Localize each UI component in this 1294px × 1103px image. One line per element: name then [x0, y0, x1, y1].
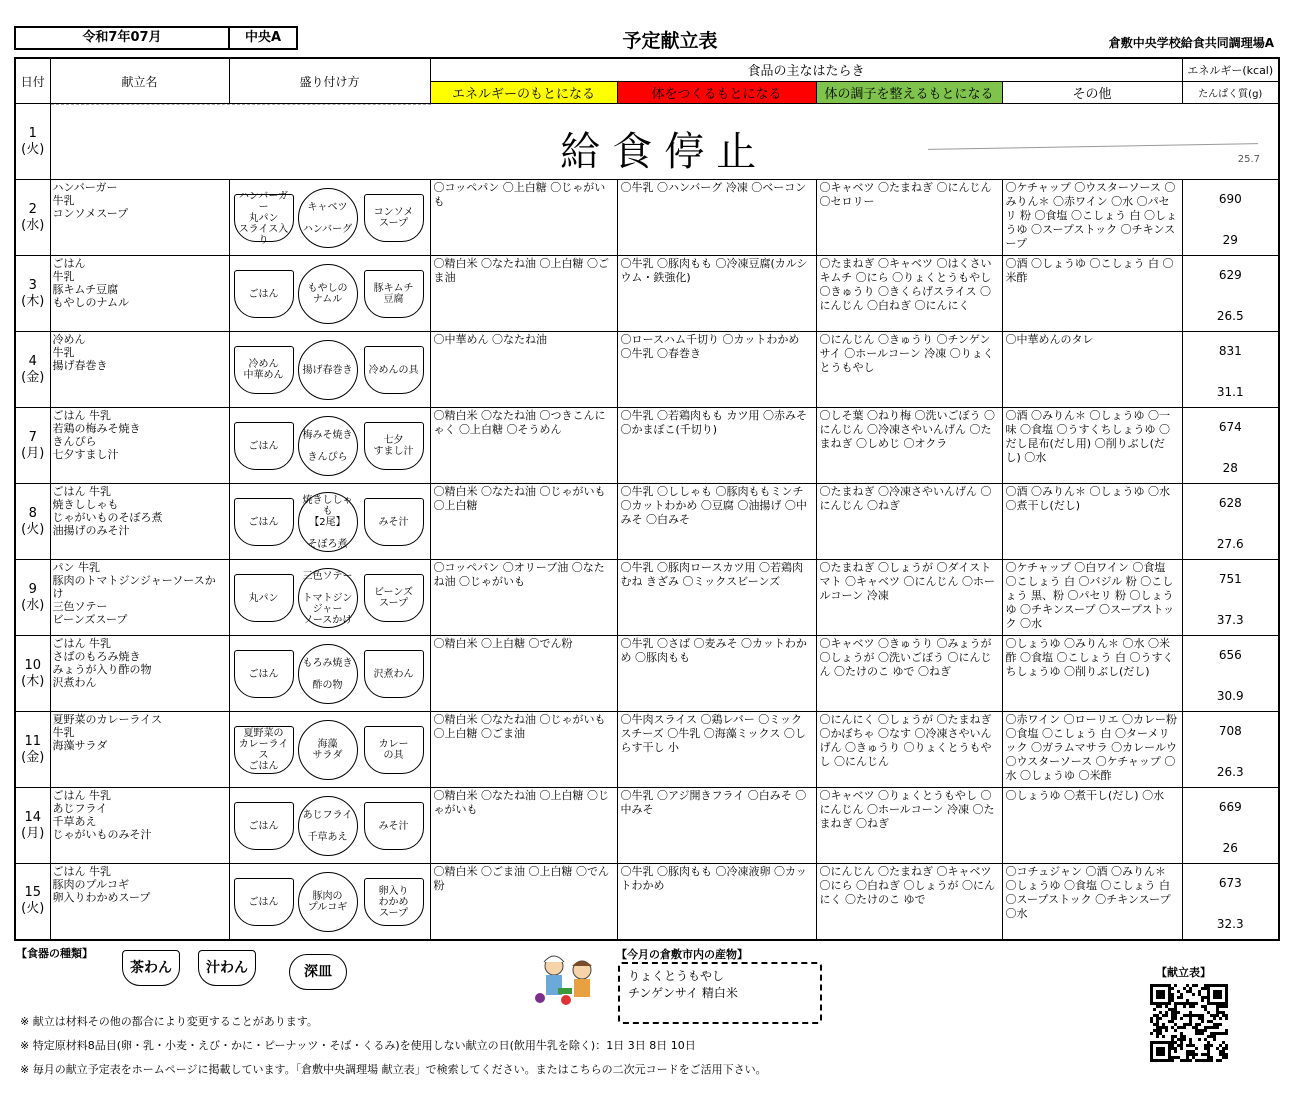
other-foods: 〇ケチャップ 〇白ワイン 〇食塩 〇こしょう 白 〇バジル 粉 〇こしょう 黒、粉 〇パセリ 粉 〇しょうゆ 〇チキンスープ 〇スープストック 〇水: [1002, 560, 1182, 636]
day-cell: 10 (木): [15, 636, 50, 712]
header-protein: たんぱく質(g): [1182, 81, 1279, 103]
organization-name: 倉敷中央学校給食共同調理場A: [1108, 36, 1274, 50]
serve-chawan: ハンバーガー 丸パン スライス入り: [234, 194, 294, 242]
header-condition: 体の調子を整えるもとになる: [816, 81, 1002, 103]
serving-diagram: [229, 864, 430, 940]
other-foods: 〇酒 〇しょうゆ 〇こしょう 白 〇米酢: [1002, 256, 1182, 332]
nutrition-cell: [1182, 712, 1279, 788]
serve-plate: 梅みそ焼き きんぴら: [298, 416, 358, 476]
menu-row: [15, 636, 1279, 712]
dish-names: 夏野菜のカレーライス 牛乳 海藻サラダ: [50, 712, 229, 788]
protein-value: 37.3: [1216, 613, 1244, 627]
menu-row: [15, 560, 1279, 636]
menu-row: [15, 408, 1279, 484]
other-foods: 〇中華めんのタレ: [1002, 332, 1182, 408]
serve-shiruwan: コンソメ スープ: [364, 194, 424, 242]
dish-names: ごはん 牛乳 若鶏の梅みそ焼き きんぴら 七夕すまし汁: [50, 408, 229, 484]
condition-foods: 〇キャベツ 〇たまねぎ 〇にんじん 〇セロリー: [816, 180, 1002, 256]
condition-foods: 〇キャベツ 〇きゅうり 〇みょうが 〇しょうが 〇洗いごぼう 〇にんじん 〇たけのこ ゆで 〇ねぎ: [816, 636, 1002, 712]
day-cell: 11 (金): [15, 712, 50, 788]
day-cell: 15 (火): [15, 864, 50, 940]
serving-diagram: [229, 408, 430, 484]
serve-chawan: ごはん: [234, 270, 294, 318]
body-foods: 〇牛肉スライス 〇鶏レバー 〇ミックスチーズ 〇牛乳 〇海藻ミックス 〇しらす干し 小: [617, 712, 816, 788]
body-foods: 〇牛乳 〇ハンバーグ 冷凍 〇ベーコン: [617, 180, 816, 256]
condition-foods: 〇たまねぎ 〇キャベツ 〇はくさい キムチ 〇にら 〇りょくとうもやし 〇きゅうり 〇きくらげスライス 〇にんじん 〇白ねぎ 〇にんにく: [816, 256, 1002, 332]
header-body: 体をつくるもとになる: [617, 81, 816, 103]
illustration-icon: [532, 948, 598, 1008]
other-foods: 〇しょうゆ 〇煮干し(だし) 〇水: [1002, 788, 1182, 864]
serve-chawan: 丸パン: [234, 574, 294, 622]
condition-foods: 〇にんじん 〇きゅうり 〇チンゲンサイ 〇ホールコーン 冷凍 〇りょくとうもやし: [816, 332, 1002, 408]
menu-row: [15, 484, 1279, 560]
nutrition-cell: [1182, 332, 1279, 408]
energy-foods: 〇コッペパン 〇上白糖 〇じゃがいも: [430, 180, 617, 256]
dish-names: ハンバーガー 牛乳 コンソメスープ: [50, 180, 229, 256]
header-energy: エネルギーのもとになる: [430, 81, 617, 103]
condition-foods: 〇しそ葉 〇ねり梅 〇洗いごぼう 〇にんじん 〇冷凍さやいんげん 〇たまねぎ 〇しめじ 〇オクラ: [816, 408, 1002, 484]
other-foods: 〇赤ワイン 〇ローリエ 〇カレー粉 〇食塩 〇こしょう 白 〇ターメリック 〇ガラムマサラ 〇カレールウ 〇ウスターソース 〇ケチャップ 〇水 〇しょうゆ 〇米酢: [1002, 712, 1182, 788]
serve-shiruwan: カレー の具: [364, 726, 424, 774]
serve-shiruwan: 冷めんの具: [364, 346, 424, 394]
header-kcal: エネルギー(kcal): [1182, 58, 1279, 81]
qr-label: 【献立表】: [1156, 966, 1211, 979]
energy-foods: 〇精白米 〇ごま油 〇上白糖 〇でん粉: [430, 864, 617, 940]
serve-plate: 豚肉の プルコギ: [298, 872, 358, 932]
local-product-line-2: チンゲンサイ 精白米: [628, 986, 738, 1000]
condition-foods: 〇キャベツ 〇りょくとうもやし 〇にんじん 〇ホールコーン 冷凍 〇たまねぎ 〇ねぎ: [816, 788, 1002, 864]
kcal-value: 831: [1218, 344, 1242, 358]
energy-foods: 〇精白米 〇なたね油 〇上白糖 〇ごま油: [430, 256, 617, 332]
dish-names: ごはん 牛乳 あじフライ 千草あえ じゃがいものみそ汁: [50, 788, 229, 864]
protein-value: 26: [1222, 841, 1238, 855]
body-foods: 〇牛乳 〇豚肉もも 〇冷凍豆腐(カルシウム・鉄強化): [617, 256, 816, 332]
other-foods: 〇コチュジャン 〇酒 〇みりん＊ 〇しょうゆ 〇食塩 〇こしょう 白 〇スープストック 〇チキンスープ 〇水: [1002, 864, 1182, 940]
serve-chawan: ごはん: [234, 498, 294, 546]
nutrition-cell: [1182, 560, 1279, 636]
nutrition-cell: [1182, 788, 1279, 864]
serve-shiruwan: 沢煮わん: [364, 650, 424, 698]
energy-foods: 〇コッペパン 〇オリーブ油 〇なたね油 〇じゃがいも: [430, 560, 617, 636]
protein-value: 26.3: [1216, 765, 1244, 779]
header-functions: 食品の主なはたらき: [430, 58, 1182, 81]
energy-foods: 〇精白米 〇なたね油 〇じゃがいも 〇上白糖 〇ごま油: [430, 712, 617, 788]
condition-foods: 〇たまねぎ 〇しょうが 〇ダイストマト 〇キャベツ 〇にんじん 〇ホールコーン 冷凍: [816, 560, 1002, 636]
kcal-value: 628: [1218, 496, 1242, 510]
day-cell: 9 (水): [15, 560, 50, 636]
suspended-day: 1 (火): [15, 104, 50, 180]
serve-plate: 揚げ春巻き: [298, 340, 358, 400]
body-foods: 〇牛乳 〇ししゃも 〇豚肉ももミンチ 〇カットわかめ 〇豆腐 〇油揚げ 〇中みそ 〇白みそ: [617, 484, 816, 560]
serving-diagram: [229, 788, 430, 864]
kcal-value: 673: [1218, 876, 1242, 890]
legend-chawan: 茶わん: [122, 950, 180, 986]
serving-diagram: [229, 712, 430, 788]
energy-foods: 〇精白米 〇上白糖 〇でん粉: [430, 636, 617, 712]
body-foods: 〇ロースハム千切り 〇カットわかめ 〇牛乳 〇春巻き: [617, 332, 816, 408]
suspended-row: [50, 104, 1279, 180]
kcal-value: 708: [1218, 724, 1242, 738]
kcal-value: 669: [1218, 800, 1242, 814]
serve-plate: もろみ焼き 酢の物: [298, 644, 358, 704]
serve-shiruwan: みそ汁: [364, 802, 424, 850]
day-cell: 3 (木): [15, 256, 50, 332]
serve-shiruwan: ビーンズ スープ: [364, 574, 424, 622]
nutrition-cell: [1182, 636, 1279, 712]
menu-row: [15, 712, 1279, 788]
protein-value: 32.3: [1216, 916, 1244, 931]
day-cell: 8 (火): [15, 484, 50, 560]
day-cell: 14 (月): [15, 788, 50, 864]
protein-value: 31.1: [1216, 385, 1244, 399]
month-label: 令和7年07月: [14, 26, 230, 50]
body-foods: 〇牛乳 〇さば 〇麦みそ 〇カットわかめ 〇豚肉もも: [617, 636, 816, 712]
district-label: 中央A: [228, 26, 298, 50]
serving-diagram: [229, 636, 430, 712]
other-foods: 〇しょうゆ 〇みりん＊ 〇水 〇米酢 〇食塩 〇こしょう 白 〇うすくちしょうゆ 〇削りぶし(だし): [1002, 636, 1182, 712]
header-menu: 献立名: [50, 58, 229, 104]
legend-shiruwan: 汁わん: [198, 950, 256, 986]
body-foods: 〇牛乳 〇アジ開きフライ 〇白みそ 〇中みそ: [617, 788, 816, 864]
serve-plate: 三色ソテー トマトジンジャー ソースかけ: [298, 568, 358, 628]
serve-shiruwan: 豚キムチ 豆腐: [364, 270, 424, 318]
page-title: 予定献立表: [622, 30, 718, 52]
kcal-value: 629: [1218, 268, 1242, 282]
serve-chawan: ごはん: [234, 650, 294, 698]
suspended-partial: 25.7: [1237, 154, 1261, 165]
serving-diagram: [229, 560, 430, 636]
menu-row: [15, 864, 1279, 940]
serve-chawan: 夏野菜の カレーライス ごはん: [234, 726, 294, 774]
protein-value: 29: [1222, 233, 1238, 247]
serve-shiruwan: みそ汁: [364, 498, 424, 546]
suspended-text: 給食停止: [560, 129, 769, 175]
serve-chawan: ごはん: [234, 802, 294, 850]
day-cell: 7 (月): [15, 408, 50, 484]
dish-names: パン 牛乳 豚肉のトマトジンジャーソースかけ 三色ソテー ビーンズスープ: [50, 560, 229, 636]
body-foods: 〇牛乳 〇豚肉もも 〇冷凍液卵 〇カットわかめ: [617, 864, 816, 940]
menu-row: [15, 788, 1279, 864]
local-products-box: [618, 962, 822, 1024]
serving-diagram: [229, 256, 430, 332]
menu-row: [15, 332, 1279, 408]
other-foods: 〇ケチャップ 〇ウスターソース 〇みりん＊ 〇赤ワイン 〇水 〇パセリ 粉 〇食塩 〇こしょう 白 〇しょうゆ 〇スープストック 〇チキンスープ: [1002, 180, 1182, 256]
nutrition-cell: [1182, 484, 1279, 560]
condition-foods: 〇にんにく 〇しょうが 〇たまねぎ 〇かぼちゃ 〇なす 〇冷凍さやいんげん 〇きゅうり 〇りょくとうもやし 〇にんじん: [816, 712, 1002, 788]
kcal-value: 690: [1218, 192, 1242, 206]
serve-chawan: 冷めん 中華めん: [234, 346, 294, 394]
dish-names: ごはん 牛乳 さばのもろみ焼き みょうが入り酢の物 沢煮わん: [50, 636, 229, 712]
dish-names: ごはん 牛乳 焼きししゃも じゃがいものそぼろ煮 油揚げのみそ汁: [50, 484, 229, 560]
serve-plate: あじフライ 千草あえ: [298, 796, 358, 856]
local-product-line-1: りょくとうもやし: [628, 969, 725, 983]
kcal-value: 674: [1218, 420, 1242, 434]
condition-foods: 〇たまねぎ 〇冷凍さやいんげん 〇にんじん 〇ねぎ: [816, 484, 1002, 560]
note-1: ※ 献立は材料その他の都合により変更することがあります。: [20, 1015, 318, 1028]
serving-diagram: [229, 332, 430, 408]
nutrition-cell: [1182, 408, 1279, 484]
menu-row: [15, 256, 1279, 332]
protein-value: 27.6: [1216, 537, 1244, 551]
menu-row: [15, 180, 1279, 256]
body-foods: 〇牛乳 〇豚肉ロースカツ用 〇若鶏肉 むね きざみ 〇ミックスビーンズ: [617, 560, 816, 636]
energy-foods: 〇精白米 〇なたね油 〇つきこんにゃく 〇上白糖 〇そうめん: [430, 408, 617, 484]
legend-title: 【食器の種類】: [16, 947, 93, 960]
other-foods: 〇酒 〇みりん＊ 〇しょうゆ 〇一味 〇食塩 〇うすくちしょうゆ 〇だし昆布(だし用) 〇削りぶし(だし) 〇水: [1002, 408, 1182, 484]
serve-chawan: ごはん: [234, 878, 294, 926]
serve-shiruwan: 卵入り わかめ スープ: [364, 878, 424, 926]
header-serving: 盛り付け方: [229, 58, 430, 104]
serve-chawan: ごはん: [234, 422, 294, 470]
legend-fukazara: 深皿: [289, 954, 347, 990]
header-day: 日付: [15, 58, 50, 104]
serve-plate: 海藻 サラダ: [298, 720, 358, 780]
serving-diagram: [229, 180, 430, 256]
dish-names: 冷めん 牛乳 揚げ春巻き: [50, 332, 229, 408]
condition-foods: 〇にんじん 〇たまねぎ 〇キャベツ 〇にら 〇白ねぎ 〇しょうが 〇にんにく 〇たけのこ ゆで: [816, 864, 1002, 940]
day-cell: 4 (金): [15, 332, 50, 408]
protein-value: 30.9: [1216, 689, 1244, 703]
serve-plate: もやしの ナムル: [298, 264, 358, 324]
protein-value: 26.5: [1216, 309, 1244, 323]
other-foods: 〇酒 〇みりん＊ 〇しょうゆ 〇水 〇煮干し(だし): [1002, 484, 1182, 560]
kcal-value: 656: [1218, 648, 1242, 662]
day-cell: 2 (水): [15, 180, 50, 256]
note-3: ※ 毎月の献立予定表をホームページに掲載しています。「倉敷中央調理場 献立表」で検索してください。またはこちらの二次元コードをご活用下さい。: [20, 1063, 767, 1076]
dish-names: ごはん 牛乳 豚キムチ豆腐 もやしのナムル: [50, 256, 229, 332]
dish-names: ごはん 牛乳 豚肉のプルコギ 卵入りわかめスープ: [50, 864, 229, 940]
energy-foods: 〇精白米 〇なたね油 〇じゃがいも 〇上白糖: [430, 484, 617, 560]
kcal-value: 751: [1218, 572, 1242, 586]
header-other: その他: [1002, 81, 1182, 103]
nutrition-cell: [1182, 864, 1279, 940]
protein-value: 28: [1222, 461, 1238, 475]
nutrition-cell: [1182, 256, 1279, 332]
qr-code-icon[interactable]: [1150, 984, 1228, 1062]
energy-foods: 〇中華めん 〇なたね油: [430, 332, 617, 408]
serving-diagram: [229, 484, 430, 560]
energy-foods: 〇精白米 〇なたね油 〇上白糖 〇じゃがいも: [430, 788, 617, 864]
nutrition-cell: [1182, 180, 1279, 256]
note-2: ※ 特定原材料8品目(卵・乳・小麦・えび・かに・ピーナッツ・そば・くるみ)を使用しない献立の日(飲用牛乳を除く)：1日 3日 8日 10日: [20, 1039, 696, 1052]
serve-plate: キャベツ ハンバーグ: [298, 188, 358, 248]
body-foods: 〇牛乳 〇若鶏肉もも カツ用 〇赤みそ 〇かまぼこ(千切り): [617, 408, 816, 484]
menu-table: [14, 57, 1280, 941]
serve-shiruwan: 七夕 すまし汁: [364, 422, 424, 470]
serve-plate: 焼きししゃも 【2尾】 そぼろ煮: [298, 492, 358, 552]
local-products-title: 【今月の倉敷市内の産物】: [616, 948, 748, 961]
